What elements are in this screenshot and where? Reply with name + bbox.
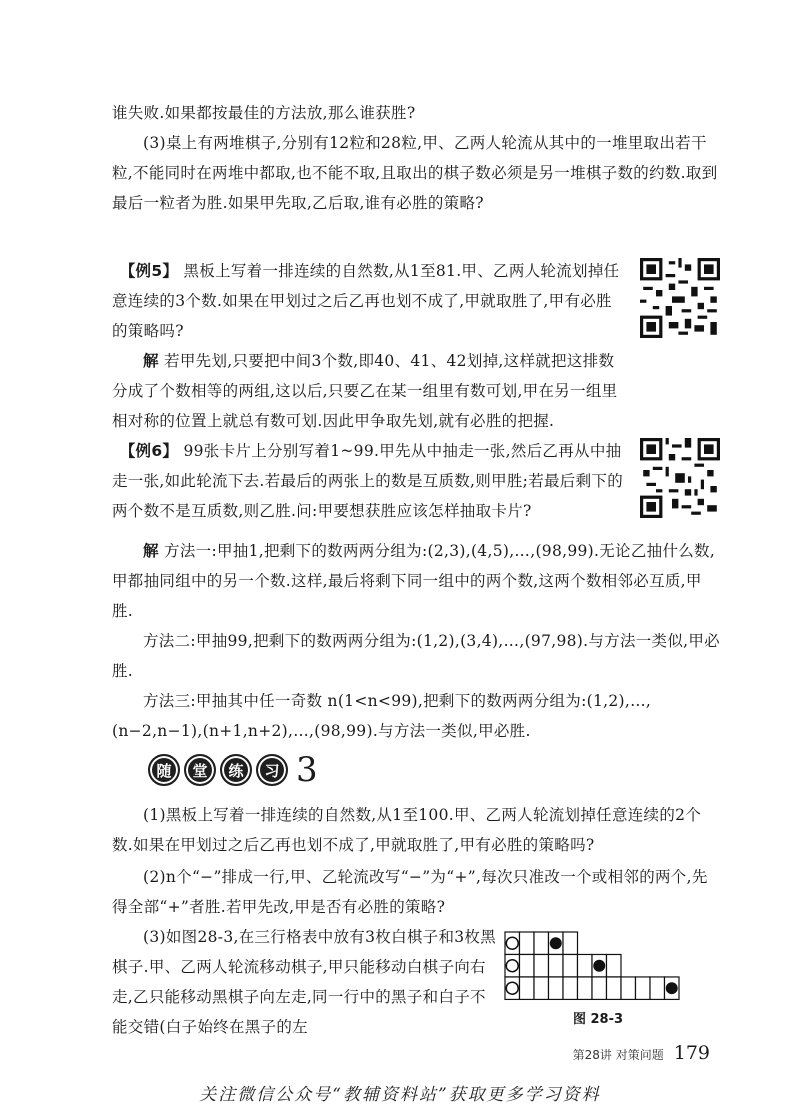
board-cell [549,954,564,976]
exercise-3-text: (3)桌上有两堆棋子,分别有12粒和28粒,甲、乙两人轮流从其中的一堆里取出若干粒,不能同时在两堆中都取,也不能不取,且取出的棋子数必须是另一堆棋子数的约数.取到最后一粒者为胜.如果甲先取,乙后取,谁有必胜的策略? [112,134,718,212]
board-cell [534,932,549,954]
board-cell [578,977,593,999]
example-6-method-1 [112,536,720,626]
page-footer [573,1042,710,1064]
white-piece [506,960,518,972]
board-cell [607,977,622,999]
example-5-solution-text: 若甲先划,只要把中间3个数,即40、41、42划掉,这样就把这排数分成了个数相等的两组,这以后,只要乙在某一组里有数可划,甲在另一组里相对称的位置上就总有数可划.因此甲争取先划,就有必胜的把握. [112,352,618,430]
example-5-qr-code[interactable] [640,258,720,338]
example-5-problem-text: 黑板上写着一排连续的自然数,从1至81.甲、乙两人轮流划掉任意连续的3个数.如果在甲划过之后乙再也划不成了,甲就取胜了,甲有必胜的策略吗? [112,262,620,340]
continuation-line: 谁失败.如果都按最佳的方法放,那么谁获胜? [112,104,416,122]
board-cell [621,977,636,999]
board-cell [650,977,665,999]
practice-section-header [148,750,318,790]
board-cell [534,954,549,976]
example-6-label: 【例6】 [119,442,179,460]
qr-code-icon [640,438,720,518]
board-cell [563,977,578,999]
practice-section-number: 3 [296,750,318,790]
example-5-solution [112,346,624,436]
board-cell [549,977,564,999]
white-piece [506,937,518,949]
page-number: 179 [673,1042,710,1064]
black-piece [593,960,605,972]
example-6-method-2: 方法二:甲抽99,把剩下的数两两分组为:(1,2),(3,4),…,(97,98).与方法一类似,甲必胜. [112,632,720,680]
example-6-solve-label: 解 [143,542,159,560]
example-6-qr-code[interactable] [640,438,720,518]
board-cell [520,932,535,954]
board-cell [636,977,651,999]
practice-header-char-2: 堂 [184,754,216,786]
board-cell [578,954,593,976]
example-5-solve-label: 解 [143,352,159,370]
qr-code-icon [640,258,720,338]
black-piece [550,937,562,949]
example-5-label: 【例5】 [119,262,179,280]
board-cell [520,977,535,999]
example-6-problem [112,436,624,526]
footer-chapter-title: 第28讲 对策问题 [572,1048,664,1062]
example-6-method-1-text: 方法一:甲抽1,把剩下的数两两分组为:(2,3),(4,5),…,(98,99).无论乙抽什么数,甲都抽同组中的另一个数.这样,最后将剩下同一组中的两个数,这两个数相邻必互质,甲胜. [112,542,716,620]
example-6-method-3: 方法三:甲抽其中任一奇数 n(1<n<99),把剩下的数两两分组为:(1,2),…,(n−2,n−1),(n+1,n+2),…,(98,99).与方法一类似,甲必胜. [112,692,652,740]
white-piece [506,982,518,994]
practice-header-char-3: 练 [220,754,252,786]
watermark-text: 关注微信公众号“教辅资料站”获取更多学习资料 [199,1085,601,1105]
board-cell [520,954,535,976]
practice-q1: (1)黑板上写着一排连续的自然数,从1至100.甲、乙两人轮流划掉任意连续的2个数.如果在甲划过之后乙再也划不成了,甲就取胜了,甲有必胜的策略吗? [112,806,702,854]
practice-header-char-4: 习 [256,754,288,786]
board-cell [607,954,622,976]
board-cell [534,977,549,999]
example-5-problem [112,256,624,346]
example-6-problem-text: 99张卡片上分别写着1~99.甲先从中抽走一张,然后乙再从中抽走一张,如此轮流下去.若最后的两张上的数是互质数,则甲胜;若最后剩下的两个数不是互质数,则乙胜.问:甲要想获胜应该怎样抽取卡片? [112,442,624,520]
black-piece [666,982,678,994]
board-cell [563,932,578,954]
practice-header-char-1: 随 [148,754,180,786]
board-cell [592,977,607,999]
figure-caption: 图 28-3 [572,1012,624,1027]
practice-q3: (3)如图28-3,在三行格表中放有3枚白棋子和3枚黑棋子.甲、乙两人轮流移动棋子,甲只能移动白棋子向右走,乙只能移动黑棋子向左走,同一行中的黑子和白子不能交错(白子始终在黑子的左 [112,928,497,1036]
board-grid [503,930,683,1006]
board-cell [563,954,578,976]
practice-q2: (2)n个“−”排成一行,甲、乙轮流改写“−”为“+”,每次只准改一个或相邻的两个,先得全部“+”者胜.若甲先改,甲是否有必胜的策略? [112,868,708,916]
